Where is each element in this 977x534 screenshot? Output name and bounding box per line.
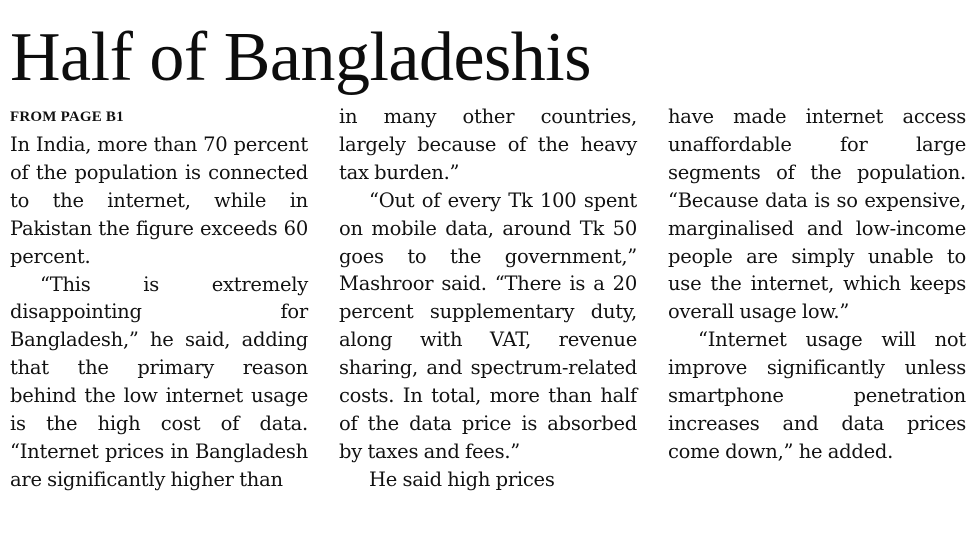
paragraph: have made internet access unaffordable for large segments of the population. “Because data is so expensive, marginalised and low-income people are simply unable to use the internet, which keeps overall usage low.” xyxy=(668,105,966,324)
article-column-3 xyxy=(668,103,966,466)
paragraph: in many other countries, largely because of the heavy tax burden.” xyxy=(339,105,637,184)
article-column-1 xyxy=(10,103,308,494)
continuation-kicker: FROM PAGE B1 xyxy=(10,109,124,125)
paragraph: In India, more than 70 percent of the population is connected to the internet, while in Pakistan the figure exceeds 60 percent. xyxy=(10,133,308,268)
paragraph: “Internet usage will not improve significantly unless smartphone penetration increases and data prices come down,” he added. xyxy=(668,328,966,463)
article-column-2 xyxy=(339,103,637,494)
paragraph: He said high prices xyxy=(369,467,555,491)
headline: Half of Bangladeshis xyxy=(10,19,591,96)
paragraph: “This is extremely disappointing for Bangladesh,” he said, adding that the primary reason behind the low internet usage is the high cost of data. “Internet prices in Bangladesh are significantly higher than xyxy=(10,272,308,491)
paragraph: “Out of every Tk 100 spent on mobile data, around Tk 50 goes to the government,” Mashroor said. “There is a 20 percent supplementary duty, along with VAT, revenue sharing, and spectrum-related costs. In total, more than half of the data price is absorbed by taxes and fees.” xyxy=(339,188,637,463)
